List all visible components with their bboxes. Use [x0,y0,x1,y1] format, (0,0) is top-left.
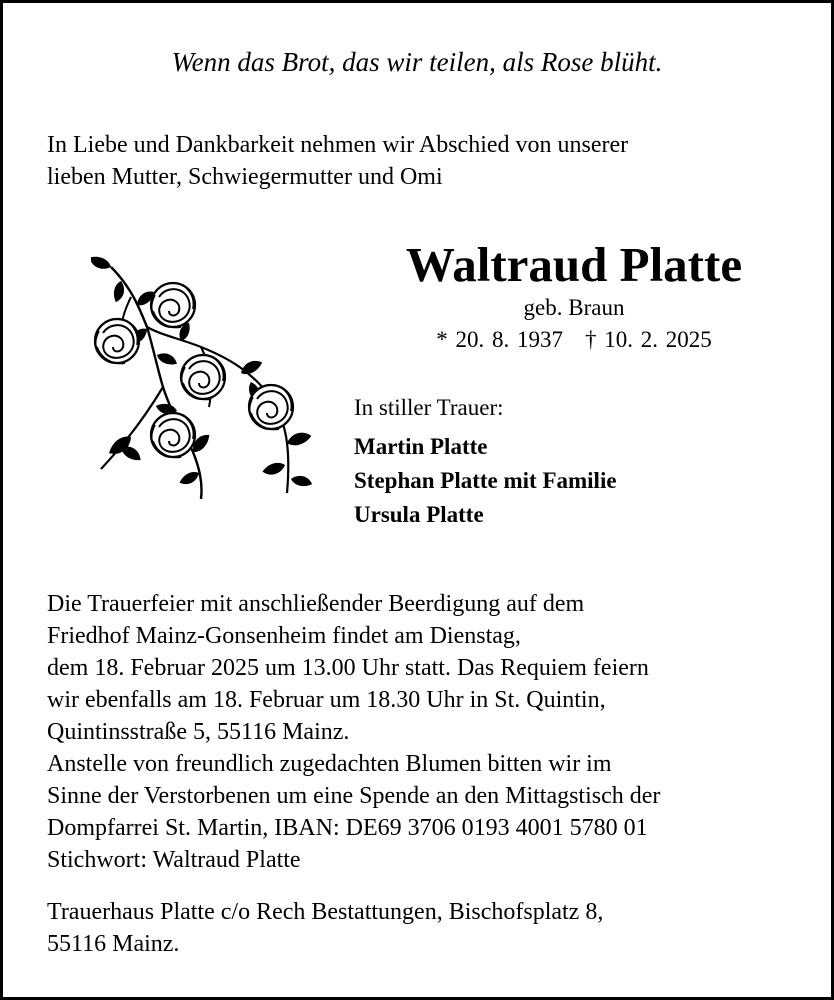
motto: Wenn das Brot, das wir teilen, als Rose blüht. [171,47,663,77]
deceased-name: Waltraud Platte [405,237,743,292]
ceremony-line: wir ebenfalls am 18. Februar um 18.30 Uhr in St. Quintin, [47,687,606,713]
ceremony-line: Dompfarrei St. Martin, IBAN: DE69 3706 0193 4001 5780 01 [47,815,648,841]
ceremony-line: Anstelle von freundlich zugedachten Blumen bitten wir im [47,751,612,777]
ceremony-line: Quintinsstraße 5, 55116 Mainz. [47,719,350,745]
birth-date: * 20. 8. 1937 [436,327,563,352]
maiden-name: geb. Braun [523,295,625,320]
ceremony-line: dem 18. Februar 2025 um 13.00 Uhr statt. Das Requiem feiern [47,655,649,681]
ceremony-line: Die Trauerfeier mit anschließender Beerdigung auf dem [47,591,585,617]
address-line: Trauerhaus Platte c/o Rech Bestattungen, Bischofsplatz 8, [47,899,604,925]
ceremony-line: Stichwort: Waltraud Platte [47,847,301,873]
roses-illustration-icon [91,247,331,507]
ceremony-line: Friedhof Mainz-Gonsenheim findet am Dienstag, [47,623,521,649]
mourners-list [354,430,617,532]
life-dates [349,327,799,353]
mourning-label: In stiller Trauer: [354,395,504,420]
death-date: † 10. 2. 2025 [585,327,712,352]
mourning-house-address [47,896,817,960]
mourner-name: Ursula Platte [354,502,484,527]
intro-line: lieben Mutter, Schwiegermutter und Omi [47,164,443,190]
ceremony-line: Sinne der Verstorbenen um eine Spende an den Mittagstisch der [47,783,661,809]
ceremony-text [47,588,817,876]
mourner-name: Stephan Platte mit Familie [354,468,617,493]
intro-line: In Liebe und Dankbarkeit nehmen wir Abschied von unserer [47,132,629,158]
mourner-name: Martin Platte [354,434,488,459]
address-line: 55116 Mainz. [47,931,180,957]
intro-text [47,129,807,193]
